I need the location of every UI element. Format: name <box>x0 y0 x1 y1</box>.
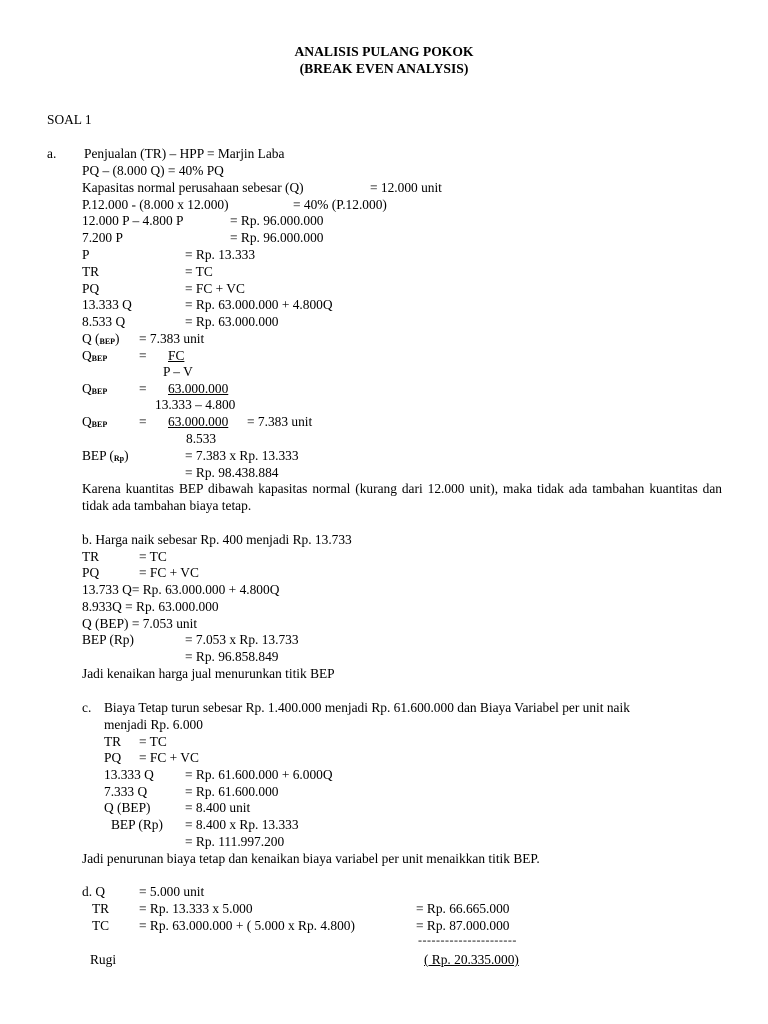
text-fragment: Q <box>82 348 92 363</box>
text-line: Rugi <box>90 952 117 967</box>
part-b-heading: b. Harga naik sebesar Rp. 400 menjadi Rp. 13.733 <box>82 532 352 547</box>
text-line: 7.333 Q <box>104 784 148 799</box>
text-fragment: Q ( <box>82 331 100 346</box>
fraction-denominator: 13.333 – 4.800 <box>155 397 236 412</box>
text-line: = 7.383 unit <box>139 331 205 346</box>
qbep-symbol <box>82 382 107 396</box>
text-fragment: Q <box>82 381 92 396</box>
part-c-heading: menjadi Rp. 6.000 <box>104 717 203 732</box>
text-line: = 8.400 unit <box>185 800 251 815</box>
text-line: = 7.383 unit <box>247 414 313 429</box>
text-line: = 40% (P.12.000) <box>293 197 387 212</box>
part-a-marker: a. <box>47 146 57 161</box>
text-line: = Rp. 111.997.200 <box>185 834 285 849</box>
text-line: = 8.400 x Rp. 13.333 <box>185 817 299 832</box>
fraction-numerator: 63.000.000 <box>168 381 229 396</box>
text-line: TR <box>104 734 122 749</box>
text-line: 12.000 P – 4.800 P <box>82 213 184 228</box>
text-line: = FC + VC <box>185 281 245 296</box>
text-fragment: BEP ( <box>82 448 114 463</box>
text-line: 13.733 Q= Rp. 63.000.000 + 4.800Q <box>82 582 280 597</box>
conclusion-line: Jadi kenaikan harga jual menurunkan titik BEP <box>82 666 335 681</box>
qbep-symbol <box>82 415 107 429</box>
text-line: 13.333 Q <box>104 767 154 782</box>
text-fragment: ) <box>115 331 120 346</box>
text-line: = Rp. 63.000.000 + 4.800Q <box>185 297 333 312</box>
text-line: = Rp. 66.665.000 <box>416 901 510 916</box>
text-line: 13.333 Q <box>82 297 132 312</box>
subscript: BEP <box>99 337 116 346</box>
doc-title: ANALISIS PULANG POKOK <box>294 44 474 59</box>
fraction-denominator: P – V <box>163 364 193 379</box>
text-line: P.12.000 - (8.000 x 12.000) <box>82 197 229 212</box>
text-line: = 5.000 unit <box>139 884 205 899</box>
text-line: TR <box>82 549 100 564</box>
subscript: Rp <box>113 454 125 463</box>
fraction-denominator: 8.533 <box>186 431 217 446</box>
text-fragment: Q <box>82 414 92 429</box>
text-line: = Rp. 63.000.000 + ( 5.000 x Rp. 4.800) <box>139 918 355 933</box>
text-line: = Rp. 13.333 <box>185 247 256 262</box>
conclusion-paragraph: Karena kuantitas BEP dibawah kapasitas normal (kurang dari 12.000 unit), maka tidak ada tambahan kuantitas dan tidak ada tambahan biaya tetap. <box>82 481 722 513</box>
text-line: BEP (Rp) <box>82 632 134 647</box>
conclusion-line: Jadi penurunan biaya tetap dan kenaikan biaya variabel per unit menaikkan titik BEP. <box>82 851 540 866</box>
text-line: = 12.000 unit <box>370 180 442 195</box>
section-heading: SOAL 1 <box>47 112 92 127</box>
text-line: = Rp. 96.000.000 <box>230 213 324 228</box>
subscript: BEP <box>91 420 108 429</box>
text-line: = FC + VC <box>139 750 199 765</box>
text-line: TC <box>92 918 110 933</box>
text-line: d. Q <box>82 884 106 899</box>
text-line: = Rp. 96.858.849 <box>185 649 279 664</box>
text-line: 8.933Q = Rp. 63.000.000 <box>82 599 219 614</box>
text-line: PQ <box>82 281 100 296</box>
sum-rule: ---------------------- <box>418 933 517 947</box>
equals-sign: = <box>139 348 147 363</box>
part-c-heading: Biaya Tetap turun sebesar Rp. 1.400.000 menjadi Rp. 61.600.000 dan Biaya Variabel per unit naik <box>104 700 630 715</box>
text-line: = Rp. 13.333 x 5.000 <box>139 901 253 916</box>
qbep-symbol <box>82 349 107 363</box>
text-line: 8.533 Q <box>82 314 126 329</box>
text-line: = Rp. 98.438.884 <box>185 465 279 480</box>
text-line: Q (BEP) <box>104 800 151 815</box>
text-line: = Rp. 61.600.000 + 6.000Q <box>185 767 333 782</box>
text-line: = Rp. 63.000.000 <box>185 314 279 329</box>
text-line: BEP (Rp) <box>111 817 163 832</box>
text-line: P <box>82 247 90 262</box>
text-line: PQ – (8.000 Q) = 40% PQ <box>82 163 224 178</box>
text-line: = Rp. 87.000.000 <box>416 918 510 933</box>
text-line: Kapasitas normal perusahaan sebesar (Q) <box>82 180 304 195</box>
text-line: TR <box>92 901 110 916</box>
text-line: = 7.053 x Rp. 13.733 <box>185 632 299 647</box>
text-line: Q (BEP) = 7.053 unit <box>82 616 198 631</box>
text-line: = TC <box>139 734 167 749</box>
equals-sign: = <box>139 414 147 429</box>
text-line: = TC <box>139 549 167 564</box>
subscript: BEP <box>91 354 108 363</box>
loss-value: ( Rp. 20.335.000) <box>424 952 519 967</box>
text-line: PQ <box>82 565 100 580</box>
text-line: = Rp. 96.000.000 <box>230 230 324 245</box>
qbep-line <box>82 332 120 346</box>
text-line: Penjualan (TR) – HPP = Marjin Laba <box>84 146 285 161</box>
fraction-numerator: FC <box>168 348 185 363</box>
equals-sign: = <box>139 381 147 396</box>
bep-rp-label <box>82 449 129 463</box>
text-line: = FC + VC <box>139 565 199 580</box>
text-line: = 7.383 x Rp. 13.333 <box>185 448 299 463</box>
text-line: TR <box>82 264 100 279</box>
doc-subtitle: (BREAK EVEN ANALYSIS) <box>299 61 469 76</box>
fraction-numerator: 63.000.000 <box>168 414 229 429</box>
text-line: = Rp. 61.600.000 <box>185 784 279 799</box>
text-fragment: ) <box>124 448 129 463</box>
subscript: BEP <box>91 387 108 396</box>
text-line: = TC <box>185 264 213 279</box>
text-line: PQ <box>104 750 122 765</box>
part-c-marker: c. <box>82 700 92 715</box>
text-line: 7.200 P <box>82 230 123 245</box>
